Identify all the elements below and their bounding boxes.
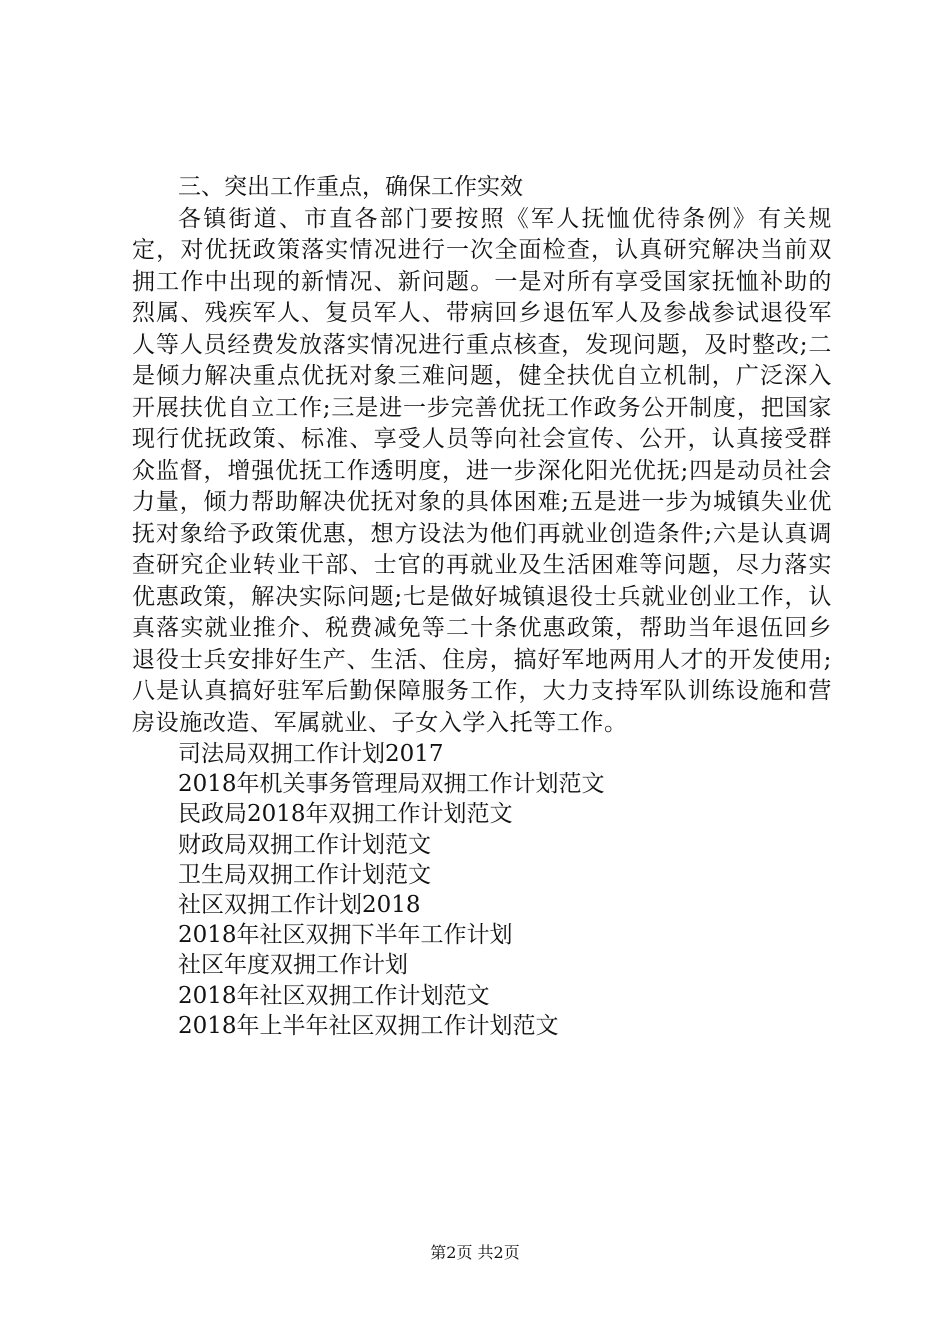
- related-articles-list: [132, 739, 832, 1041]
- related-article-link[interactable]: 卫生局双拥工作计划范文: [178, 861, 431, 888]
- related-article-link[interactable]: 2018年机关事务管理局双拥工作计划范文: [178, 771, 605, 798]
- related-article-link[interactable]: 财政局双拥工作计划范文: [178, 831, 431, 858]
- section-body-paragraph: 各镇街道、市直各部门要按照《军人抚恤优待条例》有关规定，对优抚政策落实情况进行一次全面检查，认真研究解决当前双拥工作中出现的新情况、新问题。一是对所有享受国家抚恤补助的烈属、残疾军人、复员军人、带病回乡退伍军人及参战参试退役军人等人员经费发放落实情况进行重点核查，发现问题，及时整改;二是倾力解决重点优抚对象三难问题，健全扶优自立机制，广泛深入开展扶优自立工作;三是进一步完善优抚工作政务公开制度，把国家现行优抚政策、标准、享受人员等向社会宣传、公开，认真接受群众监督，增强优抚工作透明度，进一步深化阳光优抚;四是动员社会力量，倾力帮助解决优抚对象的具体困难;五是进一步为城镇失业优抚对象给予政策优惠，想方设法为他们再就业创造条件;六是认真调查研究企业转业干部、士官的再就业及生活困难等问题，尽力落实优惠政策，解决实际问题;七是做好城镇退役士兵就业创业工作，认真落实就业推介、税费减免等二十条优惠政策，帮助当年退伍回乡退役士兵安排好生产、生活、住房，搞好军地两用人才的开发使用;八是认真搞好驻军后勤保障服务工作，大力支持军队训练设施和营房设施改造、军属就业、子女入学入托等工作。: [132, 205, 832, 736]
- related-article-link[interactable]: 2018年社区双拥工作计划范文: [178, 982, 490, 1009]
- related-article-link[interactable]: 民政局2018年双拥工作计划范文: [178, 801, 513, 828]
- related-article-link[interactable]: 2018年社区双拥下半年工作计划: [178, 922, 513, 949]
- section-heading: 三、突出工作重点，确保工作实效: [178, 174, 523, 200]
- related-article-link[interactable]: 社区年度双拥工作计划: [178, 952, 408, 979]
- related-article-link[interactable]: 2018年上半年社区双拥工作计划范文: [178, 1012, 559, 1039]
- related-article-link[interactable]: 司法局双拥工作计划2017: [178, 741, 444, 767]
- related-article-link[interactable]: 社区双拥工作计划2018: [178, 892, 421, 919]
- document-content: [132, 172, 832, 1041]
- page-number-footer: 第2页 共2页: [430, 1243, 520, 1262]
